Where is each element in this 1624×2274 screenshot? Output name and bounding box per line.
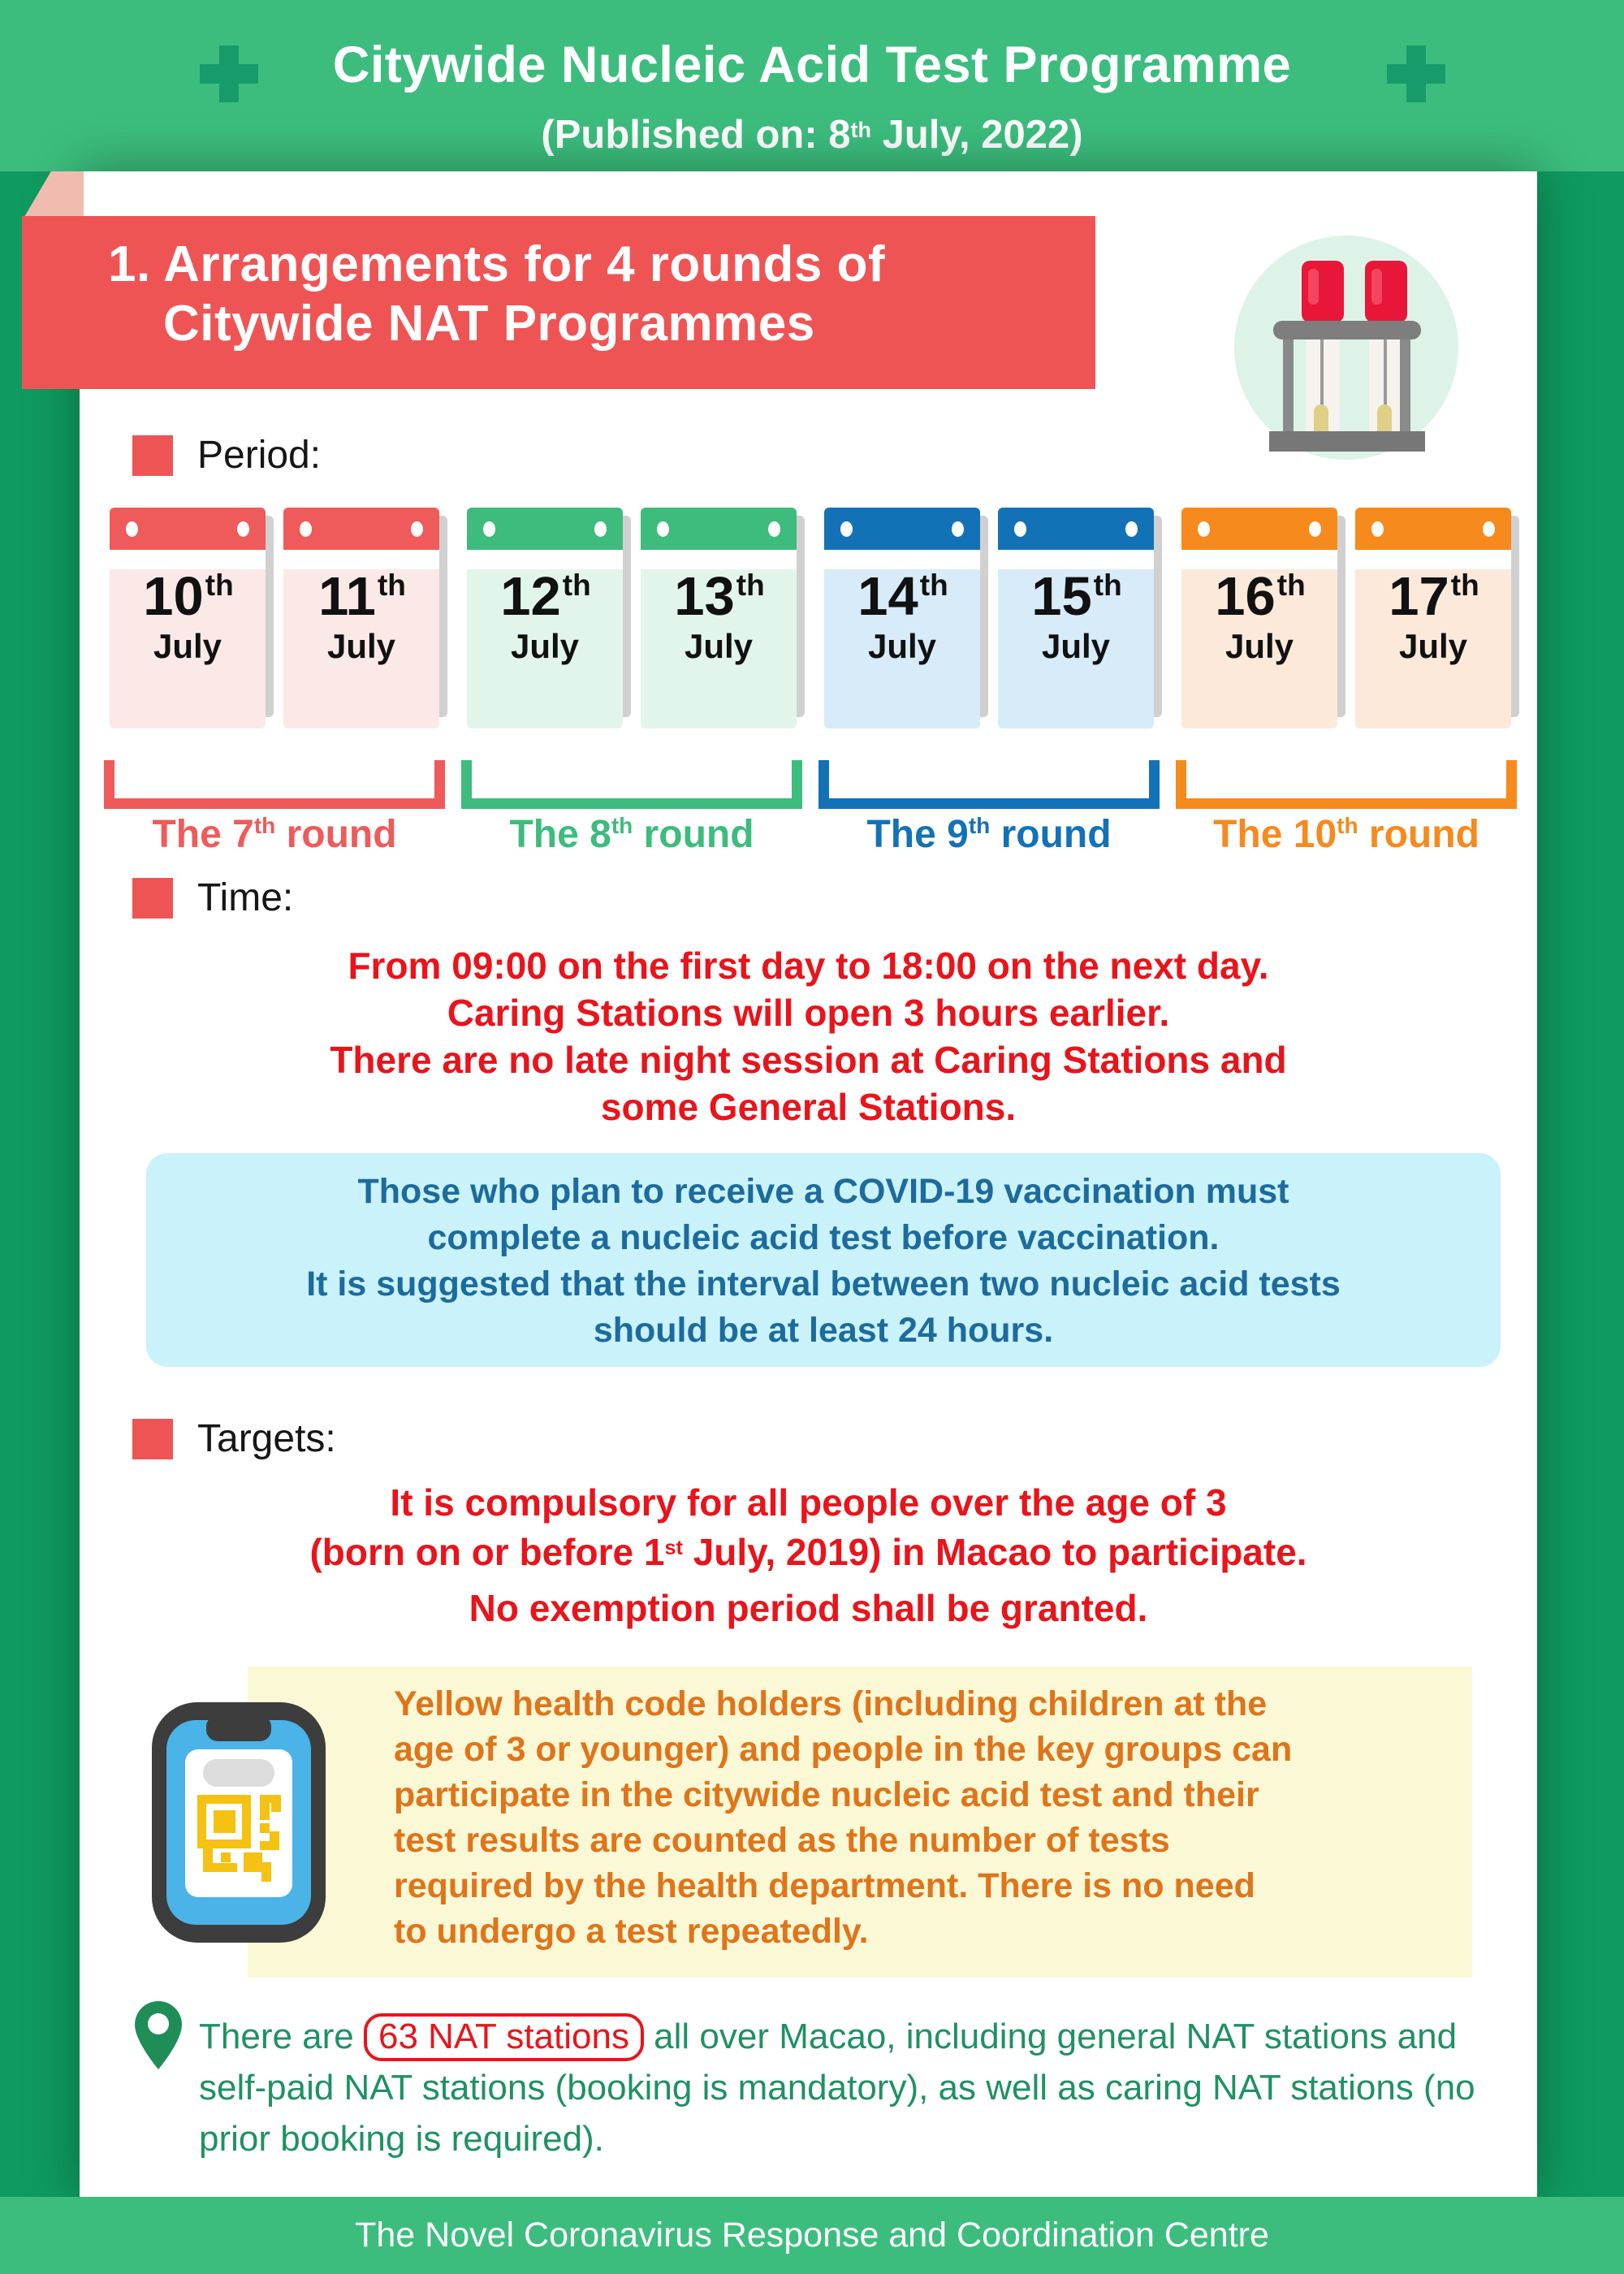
text-line: It is suggested that the interval between two nucleic acid tests <box>306 1265 1341 1303</box>
calendar-header <box>641 508 797 550</box>
text-line: participate in the citywide nucleic acid test and their <box>394 1775 1259 1814</box>
round-label-pre: The 8 <box>509 813 611 856</box>
publish-date <box>0 112 1624 158</box>
text-line <box>80 1528 1537 1584</box>
calendar-card-17th <box>1355 508 1511 709</box>
red-square-bullet-icon <box>132 435 173 476</box>
calendar-body <box>641 566 797 728</box>
calendar-body <box>1355 566 1511 728</box>
day-suffix: th <box>1093 568 1122 602</box>
calendar-header <box>283 508 439 550</box>
text-line: Those who plan to receive a COVID-19 vaccination must <box>357 1172 1289 1211</box>
round-label-9 <box>818 812 1160 857</box>
pin-hole-icon <box>657 521 669 537</box>
pin-hole-icon <box>594 521 607 537</box>
publish-date-pre: (Published on: 8 <box>541 113 851 157</box>
text-line: complete a nucleic acid test before vaccination. <box>427 1218 1220 1257</box>
calendar-month: July <box>326 627 396 665</box>
calendar-month: July <box>153 627 222 665</box>
calendar-card-15th <box>998 508 1154 709</box>
pin-hole-icon <box>840 521 853 537</box>
text-line: some General Stations. <box>600 1086 1017 1128</box>
publish-date-sup: th <box>850 117 871 142</box>
page-title: Citywide Nucleic Acid Test Programme <box>332 37 1292 93</box>
time-label: Time: <box>197 876 294 919</box>
round-label-post: round <box>275 813 397 856</box>
calendar-card-14th <box>824 508 980 709</box>
day-suffix: th <box>562 568 591 602</box>
calendar-card-12th <box>467 508 623 709</box>
calendar-month: July <box>1041 627 1111 665</box>
footer-text: The Novel Coronavirus Response and Coordination Centre <box>355 2216 1269 2255</box>
round-label-7 <box>104 812 445 857</box>
day-suffix: th <box>919 568 948 602</box>
calendar-day <box>998 566 1154 627</box>
calendar-month: July <box>867 627 937 665</box>
pin-hole-icon <box>411 521 423 537</box>
key-groups-text <box>394 1681 1458 1954</box>
test-tubes-icon <box>1226 230 1466 469</box>
day-number: 14 <box>857 566 918 627</box>
calendar-header <box>1355 508 1511 550</box>
phone-qr-icon <box>151 1701 326 1944</box>
day-suffix: th <box>736 568 765 602</box>
text-line: test results are counted as the number of tests <box>394 1821 1170 1860</box>
day-number: 12 <box>500 566 561 627</box>
round-bracket-10 <box>1176 760 1517 809</box>
text-line: age of 3 or younger) and people in the key groups can <box>394 1730 1293 1769</box>
calendar-body <box>824 566 980 728</box>
pin-hole-icon <box>768 521 780 537</box>
text-line: There are no late night session at Caring Stations and <box>330 1039 1287 1081</box>
text-line: Yellow health code holders (including children at the <box>394 1684 1268 1723</box>
calendar-body <box>998 566 1154 728</box>
text-line: Caring Stations will open 3 hours earlier. <box>447 992 1170 1034</box>
calendar-header <box>467 508 623 550</box>
calendar-header <box>110 508 266 550</box>
round-label-10 <box>1176 812 1517 857</box>
day-suffix: th <box>1450 568 1479 602</box>
pin-hole-icon <box>126 521 138 537</box>
period-label: Period: <box>197 434 322 477</box>
round-label-pre: The 9 <box>866 813 969 856</box>
publish-date-post: July, 2022) <box>870 113 1083 157</box>
calendar-body <box>283 566 439 728</box>
round-label-8 <box>461 812 802 857</box>
header-banner <box>0 0 1624 171</box>
round-label-post: round <box>633 813 754 856</box>
round-label-sup: th <box>253 813 276 838</box>
day-suffix: th <box>1276 568 1306 602</box>
round-label-post: round <box>1358 813 1479 856</box>
targets-line2-pre: (born on or before 1 <box>309 1531 665 1573</box>
location-pin-icon <box>132 1999 184 2071</box>
calendar-day <box>467 566 623 627</box>
pin-hole-icon <box>483 521 495 537</box>
banner-line-1: 1. Arrangements for 4 rounds of <box>108 236 886 292</box>
calendar-day <box>110 566 266 627</box>
calendar-month: July <box>684 627 754 665</box>
pin-hole-icon <box>952 521 964 537</box>
round-label-pre: The 7 <box>152 813 254 856</box>
day-number: 11 <box>318 566 376 627</box>
text-line: It is compulsory for all people over the age of 3 <box>390 1481 1227 1524</box>
footer-bar <box>0 2197 1624 2274</box>
day-suffix: th <box>205 568 234 602</box>
round-label-sup: th <box>611 813 633 838</box>
round-label-post: round <box>990 813 1112 856</box>
calendar-card-16th <box>1181 508 1337 709</box>
calendar-card-11th <box>283 508 439 709</box>
pin-hole-icon <box>1371 521 1384 537</box>
calendar-day <box>283 566 439 627</box>
text-line: From 09:00 on the first day to 18:00 on the next day. <box>348 945 1269 987</box>
stations-post: all over Macao, including general NAT stations and self-paid NAT stations (booking is mandatory), as well as caring NAT stations (no prior booking is required). <box>199 2017 1475 2159</box>
calendar-day <box>824 566 980 627</box>
vaccination-note-box <box>146 1153 1501 1367</box>
banner-line-2: Citywide NAT Programmes <box>163 296 815 352</box>
round-label-sup: th <box>968 813 991 838</box>
calendar-header <box>824 508 980 550</box>
round-bracket-9 <box>818 760 1160 809</box>
round-label-pre: The 10 <box>1213 813 1337 856</box>
pin-hole-icon <box>237 521 249 537</box>
calendar-day <box>1355 566 1511 627</box>
time-heading <box>132 875 293 920</box>
text-line: to undergo a test repeatedly. <box>394 1912 869 1951</box>
round-bracket-7 <box>104 760 445 809</box>
text-line: should be at least 24 hours. <box>593 1311 1054 1350</box>
section-banner <box>22 216 1095 389</box>
pin-hole-icon <box>300 521 312 537</box>
red-square-bullet-icon <box>132 1419 173 1459</box>
calendar-body <box>1181 566 1337 728</box>
red-square-bullet-icon <box>132 878 173 919</box>
medical-cross-icon <box>1387 45 1445 102</box>
day-number: 10 <box>143 566 204 627</box>
period-heading <box>132 433 321 478</box>
calendar-month: July <box>1398 627 1468 665</box>
stations-highlight: 63 NAT stations <box>364 2013 644 2061</box>
round-label-sup: th <box>1337 813 1358 838</box>
stations-pre: There are <box>199 2017 364 2056</box>
day-number: 17 <box>1389 566 1449 627</box>
pin-hole-icon <box>1198 521 1210 537</box>
pin-hole-icon <box>1125 521 1138 537</box>
text-line: No exemption period shall be granted. <box>469 1587 1148 1629</box>
targets-line2-sup: st <box>664 1537 683 1560</box>
pin-hole-icon <box>1483 521 1495 537</box>
calendar-body <box>467 566 623 728</box>
ribbon-fold <box>24 171 84 217</box>
calendar-body <box>110 566 266 728</box>
pin-hole-icon <box>1014 521 1026 537</box>
calendar-card-10th <box>110 508 266 709</box>
calendar-header <box>1181 508 1337 550</box>
targets-label: Targets: <box>197 1417 336 1460</box>
day-number: 15 <box>1031 566 1092 627</box>
calendar-day <box>641 566 797 627</box>
text-line: required by the health department. There is no need <box>394 1866 1255 1905</box>
round-bracket-8 <box>461 760 802 809</box>
targets-statement <box>80 1478 1537 1633</box>
targets-line2-post: July, 2019) in Macao to participate. <box>682 1531 1307 1573</box>
calendar-card-13th <box>641 508 797 709</box>
time-statement <box>80 942 1537 1131</box>
day-number: 13 <box>674 566 735 627</box>
targets-heading <box>132 1416 336 1461</box>
day-suffix: th <box>377 568 406 602</box>
calendar-month: July <box>510 627 580 665</box>
calendar-header <box>998 508 1154 550</box>
pin-hole-icon <box>1309 521 1321 537</box>
stations-text <box>199 2011 1522 2164</box>
calendar-month: July <box>1224 627 1294 665</box>
day-number: 16 <box>1215 566 1276 627</box>
calendar-day <box>1181 566 1337 627</box>
